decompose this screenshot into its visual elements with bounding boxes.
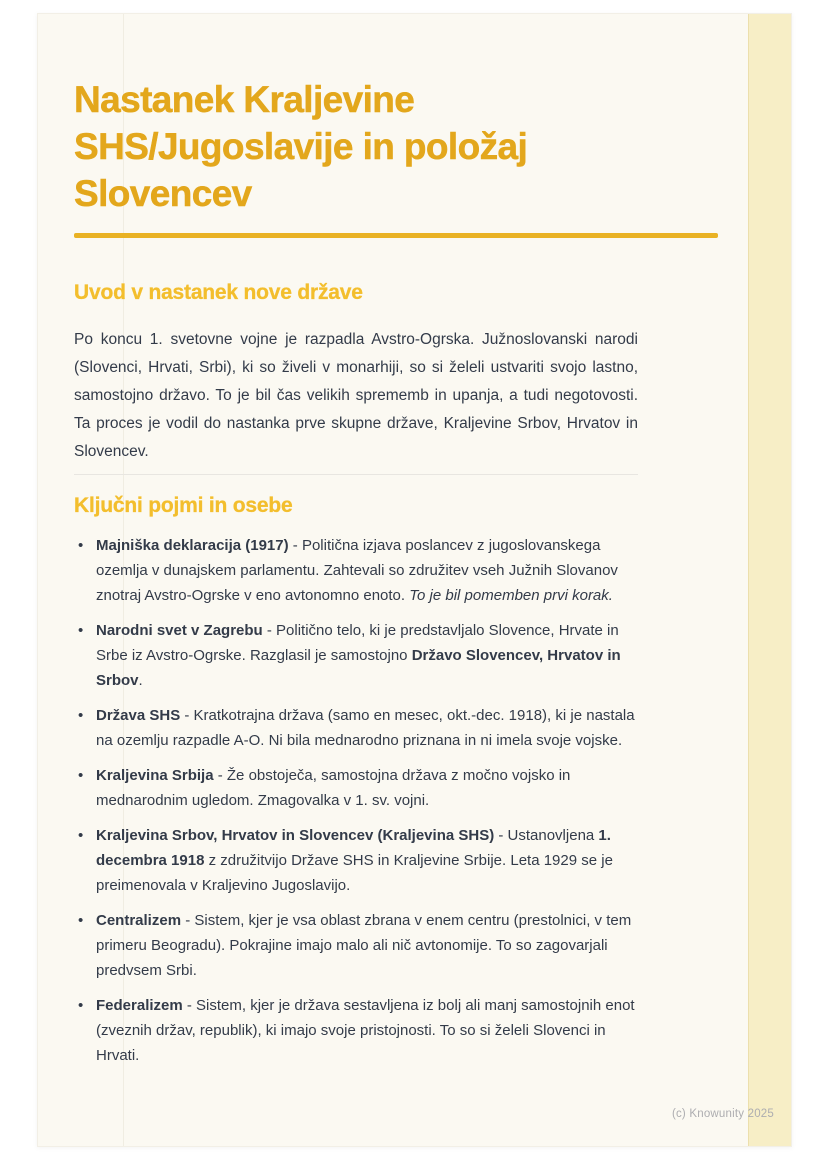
- text-run: Kraljevina Srbija: [96, 767, 214, 784]
- copyright-watermark: (c) Knowunity 2025: [671, 1108, 774, 1120]
- text-run: Kraljevina Srbov, Hrvatov in Slovencev (Kraljevina SHS): [96, 827, 495, 844]
- text-run: - Sistem, kjer je vsa oblast zbrana v enem centru (prestolnici, v tem primeru Beogradu). Pokrajine imajo malo ali nič avtonomije. To so zagovarjali predvsem Srbi.: [96, 912, 632, 979]
- intro-paragraph: Po koncu 1. svetovne vojne je razpadla Avstro-Ogrska. Južnoslovanski narodi (Slovenci, Hrvati, Srbi), ki so živeli v monarhiji, so si želeli ustvariti svojo lastno, samostojno državo. To je bil čas velikih sprememb in upanja, a tudi negotovosti. Ta proces je vodil do nastanka prve skupne države, Kraljevine Srbov, Hrvatov in Slovencev.: [74, 331, 638, 460]
- list-item: [74, 908, 638, 983]
- section-heading-key-terms: Ključni pojmi in osebe: [74, 494, 293, 517]
- page-title-line-2: SHS/Jugoslavije in položaj: [74, 126, 528, 167]
- text-run: - Ustanovljena: [494, 827, 599, 844]
- page-content: [74, 14, 638, 1068]
- text-run: Centralizem: [96, 912, 182, 929]
- text-run: To je bil pomemben prvi korak.: [409, 587, 613, 604]
- section-separator: [74, 474, 638, 475]
- page-title: [74, 76, 718, 217]
- list-item: [74, 823, 638, 898]
- text-run: 1. decembra 1918: [96, 827, 611, 869]
- text-run: - Kratkotrajna država (samo en mesec, okt.-dec. 1918), ki je nastala na ozemlju razpadle A-O. Ni bila mednarodno priznana in ni imela svoje vojske.: [96, 707, 635, 749]
- section-heading-intro: Uvod v nastanek nove države: [74, 281, 363, 304]
- text-run: Država SHS: [96, 707, 181, 724]
- right-margin-stripe: [748, 14, 791, 1146]
- key-terms-list: [74, 533, 638, 1068]
- text-run: - Sistem, kjer je država sestavljena iz bolj ali manj samostojnih enot (zveznih držav, republik), ki imajo svoje pristojnosti. To so si želeli Slovenci in Hrvati.: [96, 997, 635, 1064]
- text-run: - Politično telo, ki je predstavljalo Slovence, Hrvate in Srbe iz Avstro-Ogrske. Razglasil je samostojno: [96, 622, 619, 664]
- text-run: - Že obstoječa, samostojna država z močno vojsko in mednarodnim ugledom. Zmagovalka v 1. sv. vojni.: [96, 767, 571, 809]
- list-item: [74, 703, 638, 753]
- list-item: [74, 533, 638, 608]
- list-item: [74, 993, 638, 1068]
- page-title-line-3: Slovencev: [74, 173, 252, 214]
- text-run: Državo Slovencev, Hrvatov in Srbov: [96, 647, 621, 689]
- text-run: .: [138, 672, 143, 689]
- text-run: z združitvijo Države SHS in Kraljevine Srbije. Leta 1929 se je preimenovala v Kraljevino Jugoslavijo.: [96, 852, 613, 894]
- text-run: - Politična izjava poslancev z jugoslovanskega ozemlja v dunajskem parlamentu. Zahtevali so združitev vseh Južnih Slovanov znotraj Avstro-Ogrske v eno avtonomno enoto.: [96, 537, 618, 604]
- list-item: [74, 618, 638, 693]
- text-run: Majniška deklaracija (1917): [96, 537, 289, 554]
- list-item: [74, 763, 638, 813]
- text-run: Federalizem: [96, 997, 183, 1014]
- text-run: Narodni svet v Zagrebu: [96, 622, 263, 639]
- page-title-line-1: Nastanek Kraljevine: [74, 79, 415, 120]
- document-page: [37, 13, 792, 1147]
- title-divider: [74, 233, 718, 238]
